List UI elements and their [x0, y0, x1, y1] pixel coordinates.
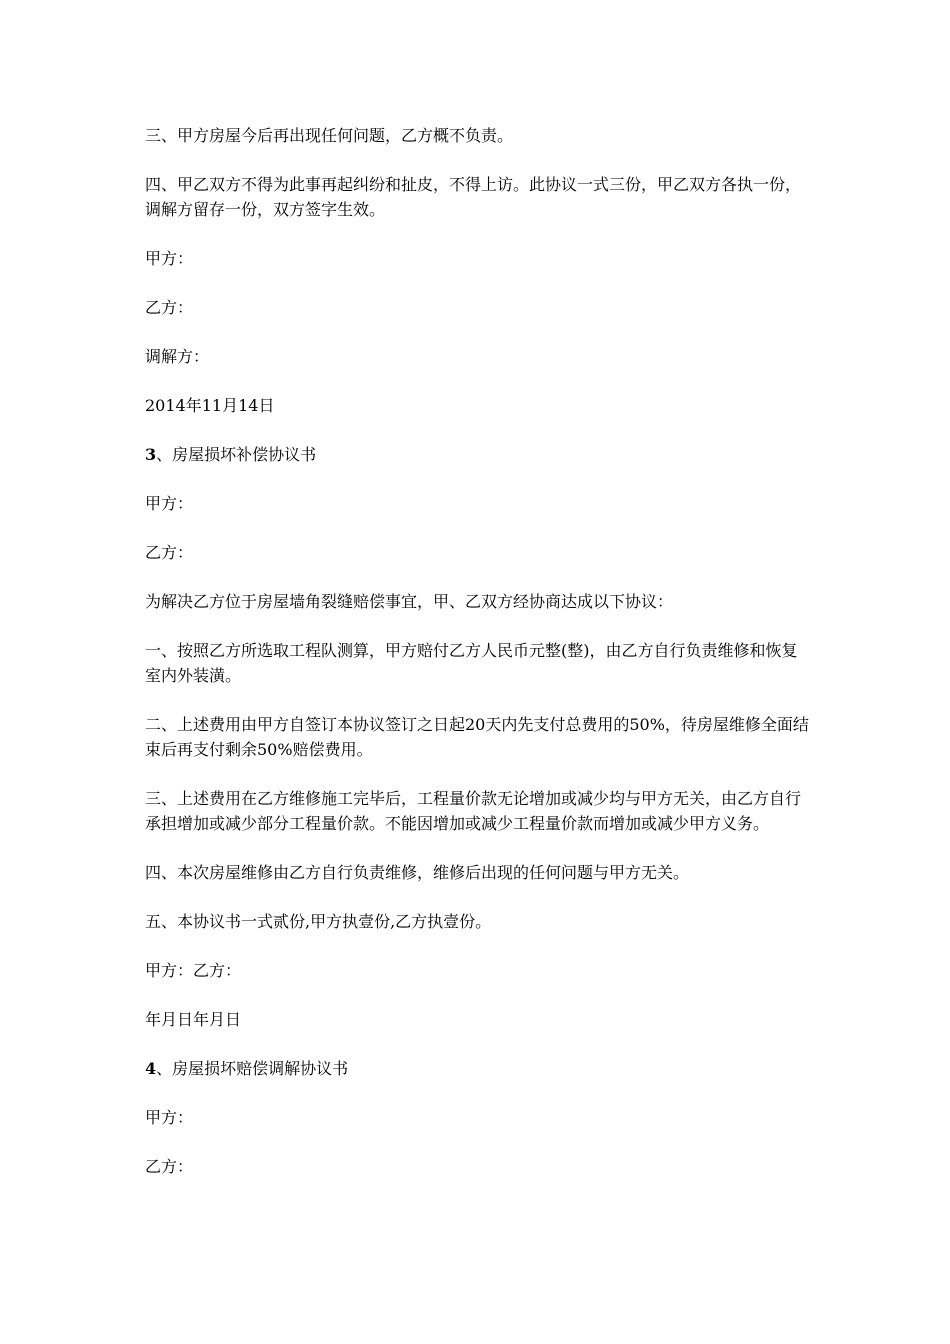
section-heading-4	[145, 1056, 810, 1081]
clause-5: 五、本协议书一式贰份,甲方执壹份,乙方执壹份。	[145, 912, 492, 931]
section-title: 、房屋损坏赔偿调解协议书	[156, 1059, 349, 1078]
party-b-label: 乙方：	[145, 543, 194, 562]
section-number: 3	[145, 445, 157, 464]
party-a-label: 甲方：	[145, 249, 194, 268]
preamble: 为解决乙方位于房屋墙角裂缝赔偿事宜，甲、乙双方经协商达成以下协议：	[145, 592, 674, 611]
clause-4: 四、本次房屋维修由乙方自行负责维修，维修后出现的任何问题与甲方无关。	[145, 863, 690, 882]
party-a-label: 甲方：	[145, 494, 194, 513]
clause-2: 二、上述费用由甲方自签订本协议签订之日起20天内先支付总费用的50%，待房屋维修全面结束后再支付剩余50%赔偿费用。	[145, 715, 809, 759]
signature-line: 甲方：乙方：	[145, 961, 242, 980]
clause-1: 一、按照乙方所选取工程队测算，甲方赔付乙方人民币元整(整)，由乙方自行负责维修和恢复室内外装潢。	[145, 641, 798, 685]
section-number: 4	[145, 1059, 157, 1078]
section-title: 、房屋损坏补偿协议书	[156, 445, 317, 464]
clause-3: 三、甲方房屋今后再出现任何问题，乙方概不负责。	[145, 126, 514, 145]
date-line: 年月日年月日	[145, 1010, 242, 1029]
party-b-label: 乙方：	[145, 1157, 194, 1176]
clause-4: 四、甲乙双方不得为此事再起纠纷和扯皮，不得上访。此协议一式三份，甲乙双方各执一份，调解方留存一份，双方签字生效。	[145, 175, 802, 219]
party-b-label: 乙方：	[145, 298, 194, 317]
party-a-label: 甲方：	[145, 1108, 194, 1127]
section-heading-3	[145, 442, 810, 467]
mediator-label: 调解方：	[145, 347, 210, 366]
date-line: 2014年11月14日	[145, 396, 275, 415]
clause-3: 三、上述费用在乙方维修施工完毕后，工程量价款无论增加或减少均与甲方无关，由乙方自行承担增加或减少部分工程量价款。不能因增加或减少工程量价款而增加或减少甲方义务。	[145, 789, 802, 833]
document-body	[145, 123, 810, 1203]
